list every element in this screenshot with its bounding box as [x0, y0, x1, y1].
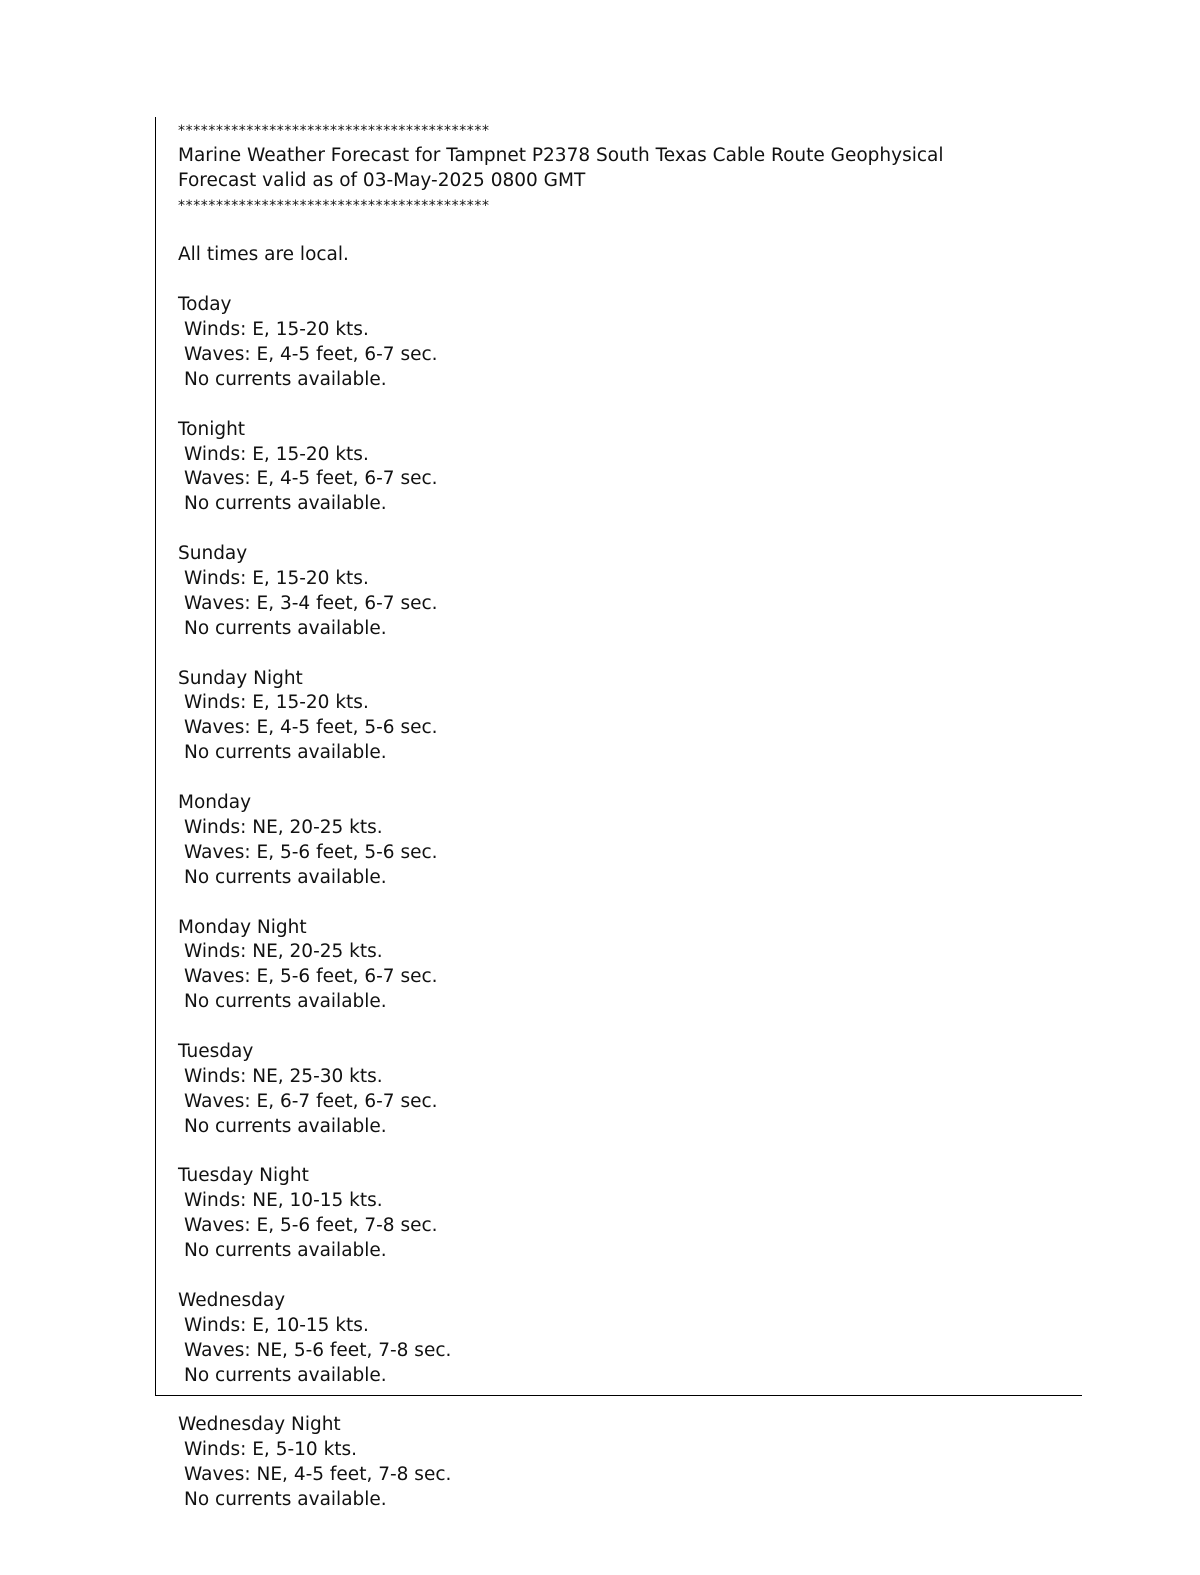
spacer	[178, 219, 1078, 244]
period-winds: Winds: E, 15-20 kts.	[184, 319, 369, 341]
period-currents: No currents available.	[184, 1488, 387, 1510]
period-waves: Waves: E, 6-7 feet, 6-7 sec.	[184, 1090, 438, 1112]
period-name: Wednesday Night	[178, 1414, 341, 1436]
period-name: Wednesday	[178, 1289, 286, 1311]
period-currents: No currents available.	[184, 866, 387, 888]
period-winds: Winds: NE, 25-30 kts.	[184, 1065, 383, 1087]
period-name: Monday	[178, 792, 252, 814]
forecast-document	[178, 119, 1078, 1513]
period-winds: Winds: NE, 20-25 kts.	[184, 816, 383, 838]
period-currents: No currents available.	[184, 368, 387, 390]
forecast-period	[178, 1040, 1078, 1164]
period-currents: No currents available.	[184, 493, 387, 515]
period-winds: Winds: NE, 20-25 kts.	[184, 941, 383, 963]
forecast-period	[178, 542, 1078, 666]
period-currents: No currents available.	[184, 1240, 387, 1262]
separator-top: *****************************************	[178, 123, 490, 139]
period-winds: Winds: E, 10-15 kts.	[184, 1314, 369, 1336]
forecast-period	[178, 418, 1078, 542]
period-currents: No currents available.	[184, 1115, 387, 1137]
period-waves: Waves: E, 5-6 feet, 6-7 sec.	[184, 966, 438, 988]
forecast-period	[178, 916, 1078, 1040]
period-winds: Winds: E, 15-20 kts.	[184, 692, 369, 714]
forecast-period	[178, 293, 1078, 417]
period-winds: Winds: NE, 10-15 kts.	[184, 1190, 383, 1212]
period-waves: Waves: E, 5-6 feet, 7-8 sec.	[184, 1215, 438, 1237]
spacer	[178, 268, 1078, 293]
spacer	[178, 393, 1078, 418]
forecast-period	[178, 1289, 1078, 1413]
period-waves: Waves: NE, 5-6 feet, 7-8 sec.	[184, 1339, 452, 1361]
period-waves: Waves: E, 4-5 feet, 6-7 sec.	[184, 344, 438, 366]
forecast-title: Marine Weather Forecast for Tampnet P2378 South Texas Cable Route Geophysical	[178, 144, 944, 166]
period-waves: Waves: E, 4-5 feet, 5-6 sec.	[184, 717, 438, 739]
period-winds: Winds: E, 15-20 kts.	[184, 568, 369, 590]
forecast-period	[178, 667, 1078, 791]
spacer	[178, 1264, 1078, 1289]
period-name: Sunday	[178, 543, 248, 565]
forecast-period	[178, 1164, 1078, 1288]
period-waves: Waves: E, 4-5 feet, 6-7 sec.	[184, 468, 438, 490]
period-name: Tuesday	[178, 1040, 254, 1062]
period-waves: Waves: E, 5-6 feet, 5-6 sec.	[184, 841, 438, 863]
period-name: Monday Night	[178, 916, 307, 938]
spacer	[178, 642, 1078, 667]
frame-left-border	[155, 117, 156, 1396]
period-waves: Waves: NE, 4-5 feet, 7-8 sec.	[184, 1464, 452, 1486]
period-winds: Winds: E, 5-10 kts.	[184, 1439, 358, 1461]
separator-bottom: *****************************************	[178, 197, 490, 214]
spacer	[178, 1388, 1078, 1413]
period-currents: No currents available.	[184, 617, 387, 639]
period-currents: No currents available.	[184, 991, 387, 1013]
spacer	[178, 517, 1078, 542]
period-name: Tuesday Night	[178, 1165, 309, 1187]
period-name: Sunday Night	[178, 667, 303, 689]
spacer	[178, 1140, 1078, 1165]
forecast-periods	[178, 293, 1078, 1513]
forecast-valid-time: Forecast valid as of 03-May-2025 0800 GMT	[178, 169, 586, 191]
period-winds: Winds: E, 15-20 kts.	[184, 443, 369, 465]
period-waves: Waves: E, 3-4 feet, 6-7 sec.	[184, 592, 438, 614]
forecast-period	[178, 1413, 1078, 1513]
spacer	[178, 766, 1078, 791]
spacer	[178, 1015, 1078, 1040]
period-currents: No currents available.	[184, 742, 387, 764]
period-name: Today	[178, 294, 232, 316]
spacer	[178, 891, 1078, 916]
forecast-period	[178, 791, 1078, 915]
period-currents: No currents available.	[184, 1364, 387, 1386]
period-name: Tonight	[178, 418, 246, 440]
time-note: All times are local.	[178, 244, 349, 266]
